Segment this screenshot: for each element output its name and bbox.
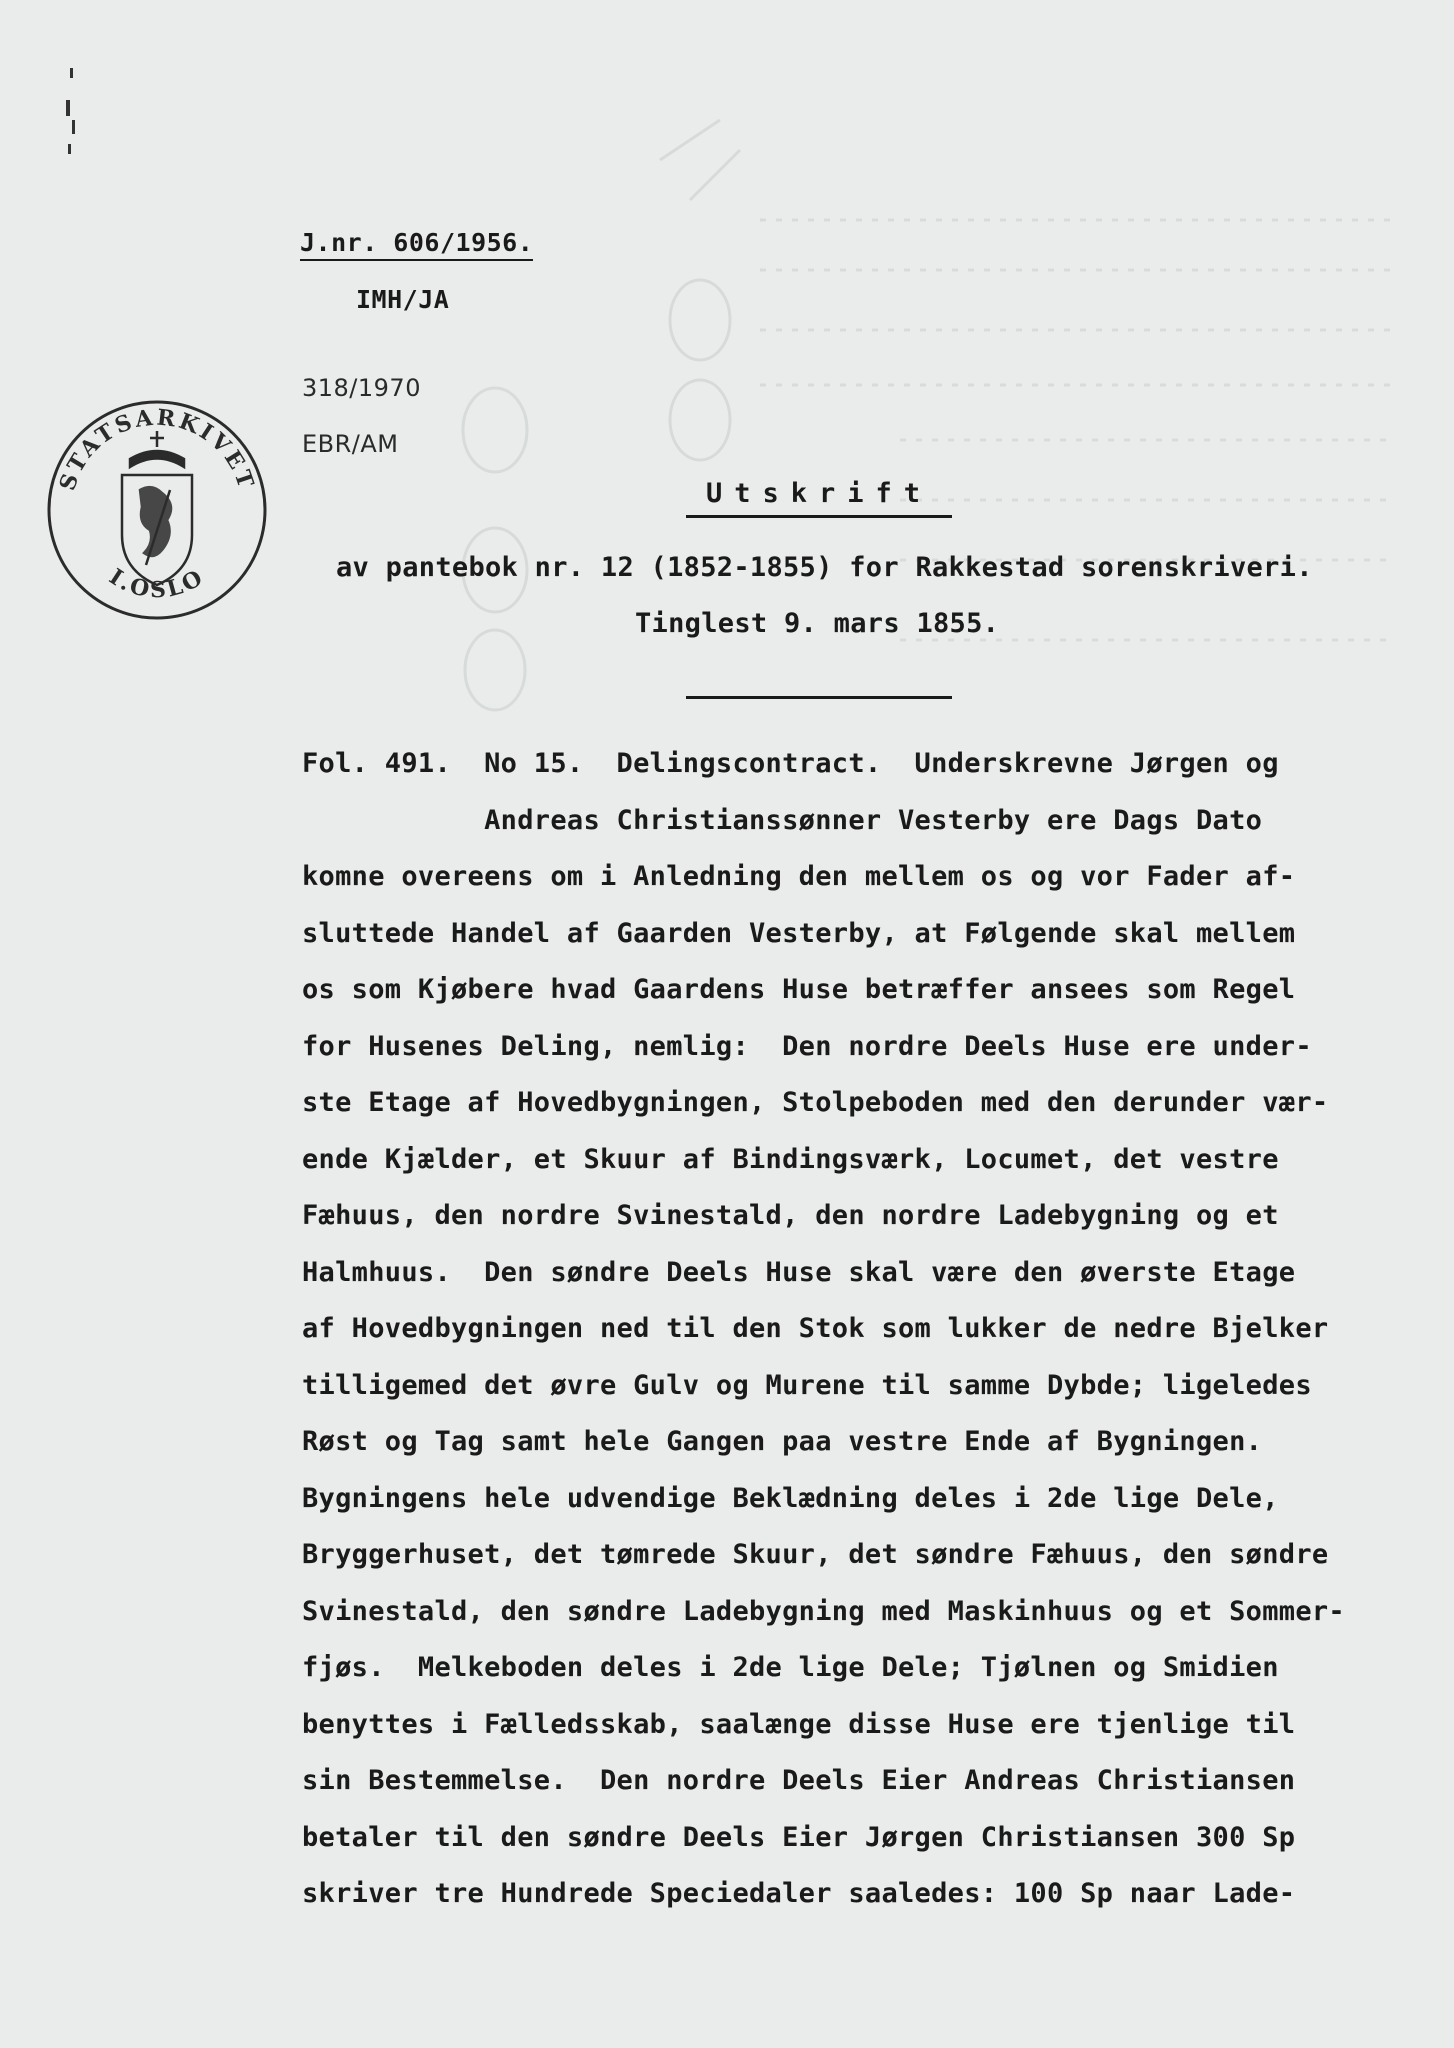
stamp-text-top: STATSARKIVET [54, 404, 260, 494]
initials-imh: IMH/JA [356, 285, 450, 314]
text-line: Fol. 491. No 15. Delingscontract. Underskrevne Jørgen og [302, 748, 1279, 779]
svg-text:STATSARKIVET [54, 404, 259, 493]
subtitle-date: Tinglest 9. mars 1855. [635, 608, 1000, 639]
text-line: ste Etage af Hovedbygningen, Stolpeboden med den derunder vær- [302, 1087, 1329, 1118]
text-line: Halmhuus. Den søndre Deels Huse skal være den øverste Etage [302, 1256, 1296, 1288]
text-line: sin Bestemmelse. Den nordre Deels Eier Andreas Christiansen [302, 1765, 1296, 1796]
title-divider [686, 696, 952, 699]
coat-of-arms-icon [122, 431, 192, 585]
text-line: fjøs. Melkeboden deles i 2de lige Dele; Tjølnen og Smidien [302, 1652, 1279, 1683]
stamp-text-bottom: I.OSLO [104, 563, 210, 604]
text-line: Bygningens hele udvendige Beklædning deles i 2de lige Dele, [302, 1482, 1279, 1514]
text-line: benyttes i Fælledsskab, saalænge disse Huse ere tjenlige til [302, 1708, 1296, 1740]
margin-marks [60, 60, 90, 170]
text-line: Bryggerhuset, det tømrede Skuur, det søndre Fæhuus, den søndre [302, 1539, 1329, 1570]
reference-number: 318/1970 [302, 374, 421, 402]
text-line: for Husenes Deling, nemlig: Den nordre Deels Huse ere under- [302, 1030, 1312, 1062]
subtitle-source: av pantebok nr. 12 (1852-1855) for Rakkestad sorenskriveri. [336, 552, 1313, 583]
text-line: tilligemed det øvre Gulv og Murene til samme Dybde; ligeledes [302, 1369, 1312, 1401]
text-line: af Hovedbygningen ned til den Stok som lukker de nedre Bjelker [302, 1313, 1329, 1344]
text-line: os som Kjøbere hvad Gaardens Huse betræffer ansees som Regel [302, 974, 1296, 1005]
text-line: Andreas Christianssønner Vesterby ere Dags Dato [302, 804, 1263, 836]
journal-number: J.nr. 606/1956. [300, 228, 533, 261]
text-line: komne overeens om i Anledning den mellem os og vor Fader af- [302, 861, 1296, 892]
text-line: betaler til den søndre Deels Eier Jørgen Christiansen 300 Sp [302, 1821, 1296, 1853]
text-line: sluttede Handel af Gaarden Vesterby, at Følgende skal mellem [302, 917, 1296, 949]
archive-seal-stamp [42, 395, 272, 625]
text-line: ende Kjælder, et Skuur af Bindingsværk, Locumet, det vestre [302, 1143, 1279, 1175]
text-line: Fæhuus, den nordre Svinestald, den nordre Ladebygning og et [302, 1200, 1279, 1231]
document-title: Utskrift [686, 478, 952, 518]
text-line: Svinestald, den søndre Ladebygning med Maskinhuus og et Sommer- [302, 1595, 1345, 1627]
initials-ebr: EBR/AM [302, 430, 399, 458]
transcript-body [302, 736, 1382, 1923]
svg-text:I.OSLO [104, 564, 209, 604]
text-line: Røst og Tag samt hele Gangen paa vestre Ende af Bygningen. [302, 1426, 1263, 1457]
text-line: skriver tre Hundrede Speciedaler saaledes: 100 Sp naar Lade- [302, 1878, 1296, 1909]
